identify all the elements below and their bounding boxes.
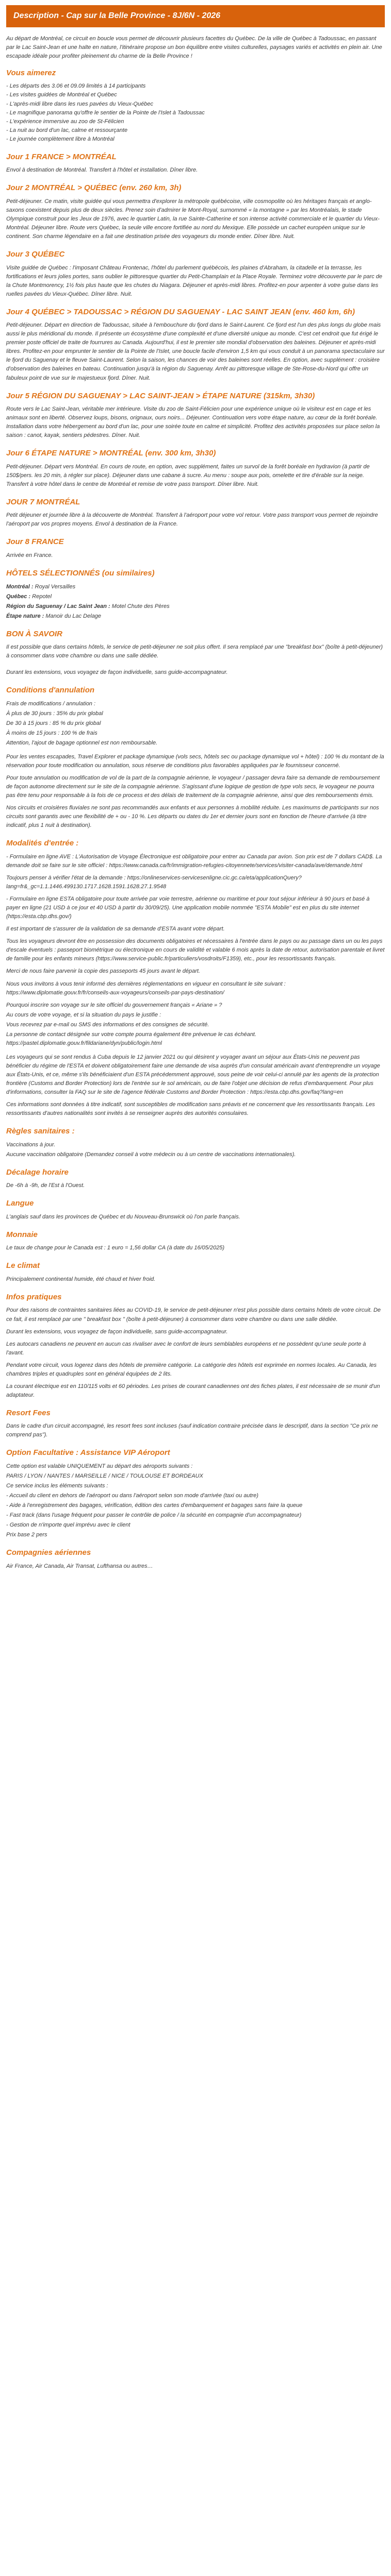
cancellation-line: Frais de modifications / annulation : bbox=[6, 700, 96, 707]
language-text: L'anglais sauf dans les provinces de Québec et du Nouveau-Brunswick où l'on parle français. bbox=[6, 1213, 240, 1220]
highlight-item: - Le magnifique panorama qu'offre le sentier de la Pointe de l'Islet à Tadoussac bbox=[6, 109, 205, 116]
entry-line: Pourquoi inscrire son voyage sur le site officiel du gouvernement français « Ariane » ? bbox=[6, 1002, 222, 1008]
language-section bbox=[0, 1198, 391, 1222]
health-line: Aucune vaccination obligatoire (Demandez conseil à votre médecin ou à un centre de vaccinations internationales). bbox=[6, 1151, 296, 1158]
cancellation-text: Nos circuits et croisières fluviales ne sont pas recommandés aux enfants et aux personnes à mobilité réduite. Les maximums de participants sur nos circuits sont garantis avec une flexibilité de + ou - 10 %. Les départs ou dates du 1er et dernier jours sont en fonction de l'heure d'arrivée (à titre indicatif, plus 1 nuit à destination). bbox=[6, 805, 379, 829]
cancellation-text: Pour toute annulation ou modification de vol de la part de la compagnie aérienne, le voyageur / passager devra faire sa demande de remboursement de façon autonome directement sur le site de la compagnie aérienne. S'agissant d'une logique de gestion de type vols secs, le voyageur ne pourra pas être tenu pour responsable à la fois de ce process et des délais de traitement de la compagnie aérienne, ainsi que des remboursements émis. bbox=[6, 775, 380, 799]
practical-text: Durant les extensions, vous voyagez de façon individuelle, sans guide-accompagnateur. bbox=[6, 1328, 228, 1335]
vip-section bbox=[0, 1448, 391, 1539]
climate-title: Le climat bbox=[6, 1261, 40, 1270]
day-title: JOUR 7 MONTRÉAL bbox=[6, 497, 80, 506]
cancellation-title: Conditions d'annulation bbox=[6, 686, 95, 695]
day-text: Arrivée en France. bbox=[6, 552, 53, 558]
day-title: Jour 8 FRANCE bbox=[6, 537, 64, 547]
highlight-item: - L'après-midi libre dans les rues pavées du Vieux-Québec bbox=[6, 100, 153, 107]
good-to-know-title: BON À SAVOIR bbox=[6, 629, 62, 638]
resort-fees-title: Resort Fees bbox=[6, 1408, 51, 1417]
cancellation-section bbox=[0, 685, 391, 830]
good-to-know-text: Durant les extensions, vous voyagez de façon individuelle, sans guide-accompagnateur. bbox=[6, 669, 228, 676]
hotel-name: Motel Chute des Pères bbox=[111, 603, 170, 609]
hotel-row bbox=[6, 612, 385, 621]
highlights-section bbox=[0, 68, 391, 144]
day-7 bbox=[0, 497, 391, 529]
day-text: Petit déjeuner et journée libre à la découverte de Montréal. Transfert à l'aéroport pour votre vol retour. Votre pass transport vous permet de rejoindre l'aéroport par vos propres moyens. Envol à destination de la France. bbox=[6, 512, 378, 528]
day-text: Visite guidée de Québec : l'imposant Château Frontenac, l'hôtel du parlement québécois, les plaines d'Abraham, la citadelle et la terrasse, les fortifications et leurs jolies portes, sans oublier le pittoresque quartier du Petit-Champlain et la Place Royale. Terminez votre découverte par le parc de la Chute Montmorency, 1½ fois plus haute que les chutes du Niagara. Déjeuner et après-midi libres. Profitez-en pour arpenter à votre guise dans les ruelles pavées du Vieux-Québec. Dîner libre. Nuit. bbox=[6, 264, 383, 297]
entry-title: Modalités d'entrée : bbox=[6, 839, 79, 848]
health-title: Règles sanitaires : bbox=[6, 1127, 75, 1136]
language-title: Langue bbox=[6, 1199, 34, 1208]
currency-title: Monnaie bbox=[6, 1230, 38, 1239]
good-to-know-section bbox=[0, 629, 391, 677]
day-8 bbox=[0, 537, 391, 560]
highlights-list bbox=[6, 82, 385, 143]
vip-line: - Fast track (dans l'usage fréquent pour passer le contrôle de police / la sécurité en compagnie d'un accompagnateur) bbox=[6, 1512, 302, 1519]
vip-line: Ce service inclus les éléments suivants : bbox=[6, 1483, 108, 1489]
good-to-know-text: Il est possible que dans certains hôtels, le service de petit-déjeuner ne soit plus offert. Il sera remplacé par une "breakfast box" (boîte à petit-déjeuner) à consommer dans votre chambre ou dans une salle dédiée. bbox=[6, 644, 383, 659]
entry-text: Toujours penser à vérifier l'état de la demande : https://onlineservices-servicesenligne.cic.gc.ca/eta/applicationQuery?lang=fr&_gc=1.1.1446.499130.1717.1628.1591.1628.27.1.9548 bbox=[6, 875, 302, 890]
day-title: Jour 1 FRANCE > MONTRÉAL bbox=[6, 152, 117, 161]
entry-text: - Formulaire en ligne ESTA obligatoire pour toute arrivée par voie terrestre, aérienne ou maritime et pour tout séjour inférieur à 90 jours et basé à payer en ligne (21 USD à ce jour et 40 USD à partir du 30/09/25). Une application mobile nommée "ESTA Mobile" est en plus du site internet (https://esta.cbp.dhs.gov/) bbox=[6, 896, 370, 920]
day-text: Petit-déjeuner. Ce matin, visite guidée qui vous permettra d'explorer la métropole québécoise, ville cosmopolite où les héritages français et anglo-saxons coexistent depuis plus de deux siècles. Prenez soin d'admirer le Mont-Royal, surnommé « la montagne » par les Montréalais, le stade Olympique construit pour les Jeux de 1976, avec le quartier Latin, la rue Sainte-Catherine et son intense activité commerciale et le quartier du Vieux-Montréal. Déjeuner libre. Route vers Québec, la seule ville encore fortifiée au nord du Mexique. Elle possède un cachet européen unique sur le continent. Son charme légendaire en a fait une destination prisée des voyageurs du monde entier. Dîner libre. Nuit. bbox=[6, 198, 380, 240]
day-title: Jour 5 RÉGION DU SAGUENAY > LAC SAINT-JEAN > ÉTAPE NATURE (315km, 3h30) bbox=[6, 391, 315, 400]
highlight-item: - Les visites guidées de Montréal et Québec bbox=[6, 92, 117, 98]
vip-line: - Aide à l'enregistrement des bagages, vérification, édition des cartes d'embarquement et bagages sans faire la queue bbox=[6, 1502, 303, 1509]
vip-line: Cette option est valable UNIQUEMENT au départ des aéroports suivants : bbox=[6, 1463, 193, 1469]
day-title: Jour 2 MONTRÉAL > QUÉBEC (env. 260 km, 3h) bbox=[6, 183, 182, 193]
currency-section bbox=[0, 1230, 391, 1253]
entry-text: Tous les voyageurs devront être en possession des documents obligatoires et nécessaires à l'entrée dans le pays ou au passage dans un ou les pays d'escale éventuels : passeport biométrique ou électronique en cours de validité et valable 6 mois après la date de retour, autorisation parentale et livret de famille pour les enfants mineurs (https://www.service-public.fr/particuliers/vosdroits/F1359), etc., pour les ressortissants français. bbox=[6, 938, 385, 962]
vip-line: Prix base 2 pers bbox=[6, 1532, 47, 1538]
health-line: Vaccinations à jour. bbox=[6, 1141, 56, 1148]
health-section bbox=[0, 1126, 391, 1159]
highlight-item: - La nuit au bord d'un lac, calme et ressourçante bbox=[6, 127, 128, 133]
airlines-section bbox=[0, 1548, 391, 1571]
highlight-item: - Le journée complètement libre à Montréal bbox=[6, 135, 115, 142]
hotel-name: Royal Versailles bbox=[35, 583, 76, 590]
cancellation-line: De 30 à 15 jours : 85 % du prix global bbox=[6, 720, 101, 726]
practical-text: Les autocars canadiens ne peuvent en aucun cas rivaliser avec le confort de leurs semblables européens et ne possèdent qu'une seule porte à l'avant. bbox=[6, 1341, 366, 1356]
vip-line: - Gestion de n'importe quel imprévu avec le client bbox=[6, 1522, 131, 1529]
vip-line: PARIS / LYON / NANTES / MARSEILLE / NICE / TOULOUSE ET BORDEAUX bbox=[6, 1473, 203, 1480]
cancellation-line: À plus de 30 jours : 35% du prix global bbox=[6, 710, 103, 717]
resort-fees-text: Dans le cadre d'un circuit accompagné, les resort fees sont incluses (sauf indication contraire précisée dans le descriptif, dans la section "Ce prix ne comprend pas"). bbox=[6, 1423, 378, 1438]
hotel-name: Repotel bbox=[32, 593, 52, 600]
entry-text: - Formulaire en ligne AVE : L'Autorisation de Voyage Électronique est obligatoire pour entrer au Canada par avion. Son prix est de 7 dollars CAD$. La demande doit se faire sur le site officiel : https://www.canada.ca/fr/immigration-refugies-citoyennete/services/visiter-canada/ave/demande.html bbox=[6, 853, 382, 869]
page bbox=[0, 5, 391, 1600]
day-text: Route vers le Lac Saint-Jean, véritable mer intérieure. Visite du zoo de Saint-Félicien pour une expérience unique où le visiteur est en cage et les animaux sont en liberté. Observez loups, bisons, orignaux, ours noirs... Déjeuner. Continuation vers votre étape nature, au cœur de la forêt boréale. Installation dans votre hébergement au bord d'un lac, pour une soirée toute en calme et simplicité. Profitez des activités proposées sur place selon la saison : canot, kayak, sentiers pédestres. Dîner. Nuit. bbox=[6, 406, 380, 439]
airlines-text: Air France, Air Canada, Air Transat, Lufthansa ou autres… bbox=[6, 1563, 153, 1569]
climate-text: Principalement continental humide, été chaud et hiver froid. bbox=[6, 1276, 156, 1282]
highlight-item: - L'expérience immersive au zoo de St-Félicien bbox=[6, 118, 124, 125]
hotel-place: Région du Saguenay / Lac Saint Jean : bbox=[6, 603, 110, 609]
day-2 bbox=[0, 183, 391, 241]
vip-line: - Accueil du client en dehors de l'aéroport ou dans l'aéroport selon son mode d'arrivée (taxi ou autre) bbox=[6, 1493, 258, 1499]
timezone-text: De -6h à -9h, de l'Est à l'Ouest. bbox=[6, 1182, 85, 1189]
day-1 bbox=[0, 152, 391, 175]
practical-section bbox=[0, 1292, 391, 1400]
entry-section bbox=[0, 838, 391, 1118]
hotels-title: HÔTELS SÉLECTIONNÉS (ou similaires) bbox=[6, 569, 155, 578]
intro-text: Au départ de Montréal, ce circuit en boucle vous permet de découvrir plusieurs facettes du Québec. De la ville de Québec à Tadoussac, en passant par le Lac Saint-Jean et une halte en nature, l'itinéraire propose un bon équilibre entre visites culturelles, paysages variés et activités en plein air. Une escapade idéale pour profiter pleinement du charme de la Belle Province ! bbox=[6, 35, 382, 59]
practical-text: Pour des raisons de contraintes sanitaires liées au COVID-19, le service de petit-déjeuner n'est plus possible dans certains hôtels de votre circuit. De ce fait, il est remplacé par une " breakfast box " (boîte à petit-déjeuner) à consommer dans votre chambre ou dans une salle dédiée. bbox=[6, 1307, 381, 1323]
day-3 bbox=[0, 249, 391, 299]
cancellation-text: Pour les ventes escapades, Travel Explorer et package dynamique (vols secs, hôtels sec ou package dynamique vol + hôtel) : 100 % du montant de la réservation pour toute modification ou annulation, sous réserve de conditions plus favorables appliquées par le fournisseur concerné. bbox=[6, 754, 384, 769]
day-5 bbox=[0, 391, 391, 440]
hotel-place: Montréal : bbox=[6, 583, 34, 590]
highlights-title: Vous aimerez bbox=[6, 68, 56, 77]
currency-text: Le taux de change pour le Canada est : 1 euro = 1,56 dollar CA (à date du 16/05/2025) bbox=[6, 1245, 225, 1251]
day-title: Jour 3 QUÉBEC bbox=[6, 250, 65, 259]
hotels-section bbox=[0, 568, 391, 621]
entry-line: La personne de contact désignée sur votre compte pourra également être prévenue le cas échéant. https://pastel.diplomatie.gouv.fr/fildariane/dyn/public/login.html bbox=[6, 1031, 256, 1046]
practical-title: Infos pratiques bbox=[6, 1292, 62, 1301]
day-title: Jour 6 ÉTAPE NATURE > MONTRÉAL (env. 300 km, 3h30) bbox=[6, 449, 216, 458]
hotel-row bbox=[6, 602, 385, 611]
day-text: Petit-déjeuner. Départ vers Montréal. En cours de route, en option, avec supplément, faites un survol de la forêt boréale en hydravion (à partir de 150$/pers. les 20 min, à régler sur place). Déjeuner dans une cabane à sucre. Au menu : soupe aux pois, omelette et tire d'érable sur la neige. Transfert à votre hôtel dans le centre de Montréal et remise de votre pass transport. Dîner libre. Nuit. bbox=[6, 463, 370, 487]
page-title-banner bbox=[6, 5, 385, 27]
hotel-place: Étape nature : bbox=[6, 613, 44, 619]
day-text: Envol à destination de Montréal. Transfert à l'hôtel et installation. Dîner libre. bbox=[6, 167, 198, 174]
day-4 bbox=[0, 307, 391, 383]
entry-text: Les voyageurs qui se sont rendus à Cuba depuis le 12 janvier 2021 ou qui désirent y voyager avant un séjour aux États-Unis ne peuvent pas bénéficier du régime de l'ESTA et doivent obligatoirement faire une demande de visa auprès d'un consulat américain avant d'entreprendre un voyage aux États-Unis, et ce, même s'ils bénéficiaient d'un ESTA précédemment approuvé, sous peine de voir celui-ci annulé par les agents de la protection frontière (Customs and Border Protection) lors de l'entrée sur le sol américain, ou de faire l'objet une décision de refus d'embarquement. Pour plus d'informations, consulter la FAQ sur le site de l'agence fédérale Customs and Border Protection : https://esta.cbp.dhs.gov/faq?lang=en bbox=[6, 1054, 380, 1096]
highlight-item: - Les départs des 3.06 et 09.09 limités à 14 participants bbox=[6, 83, 146, 90]
hotel-row bbox=[6, 592, 385, 601]
hotel-row bbox=[6, 583, 385, 591]
resort-fees-section bbox=[0, 1408, 391, 1440]
cancellation-line: Attention, l'ajout de bagage optionnel est non remboursable. bbox=[6, 740, 158, 747]
timezone-section bbox=[0, 1167, 391, 1191]
entry-line: Au cours de votre voyage, et si la situation du pays le justifie : bbox=[6, 1011, 161, 1018]
entry-text: Il est important de s'assurer de la validation de sa demande d'ESTA avant votre départ. bbox=[6, 926, 225, 933]
entry-text: Merci de nous faire parvenir la copie des passeports 45 jours avant le départ. bbox=[6, 968, 201, 975]
day-title: Jour 4 QUÉBEC > TADOUSSAC > RÉGION DU SAGUENAY - LAC SAINT JEAN (env. 460 km, 6h) bbox=[6, 307, 355, 316]
entry-text: Ces informations sont données à titre indicatif, sont susceptibles de modification sans préavis et ne concernent que les ressortissants français. Les ressortissants d'autres nationalités sont invités à se renseigner auprès des autorités consulaires. bbox=[6, 1101, 375, 1117]
entry-text: Nous vous invitons à vous tenir informé des dernières réglementations en vigueur en consultant le site suivant : https://www.diplomatie.gouv.fr/fr/conseils-aux-voyageurs/conseils-par-pays-destination/ bbox=[6, 980, 286, 996]
hotel-name: Manoir du Lac Delage bbox=[45, 613, 102, 619]
cancellation-line: À moins de 15 jours : 100 % de frais bbox=[6, 730, 97, 736]
airlines-title: Compagnies aériennes bbox=[6, 1548, 91, 1557]
day-6 bbox=[0, 448, 391, 489]
page-title: Description - Cap sur la Belle Province - 8J/6N - 2026 bbox=[13, 11, 221, 20]
entry-line: Vous recevrez par e-mail ou SMS des informations et des consignes de sécurité. bbox=[6, 1021, 209, 1028]
hotel-place: Québec : bbox=[6, 593, 31, 600]
climate-section bbox=[0, 1261, 391, 1284]
day-text: Petit-déjeuner. Départ en direction de Tadoussac, située à l'embouchure du fjord dans le Saint-Laurent. Ce fjord est l'un des plus longs du globe mais aussi le plus méridional du monde. Il présente un écosystème d'une complexité et d'une diversité unique au monde. C'est cet endroit que fut érigé le premier poste officiel de traite de fourrures au Canada. Aujourd'hui, il est le premier site mondial d'observation des baleines. Déjeuner et après-midi libres. Profitez-en pour emprunter le sentier de la Pointe de l'Islet, une boucle facile d'environ 1,5 km qui vous conduit à un panorama spectaculaire sur le fjord du Saguenay et le fleuve Saint-Laurent. Selon la saison, les chances de voir des baleines sont réelles. En option, avec supplément : croisière d'observation des baleines en bateau. Continuation jusqu'à la région du Saguenay. Arrêt au pittoresque village de Ste-Rose-du-Nord qui offre un fabuleux point de vue sur le majestueux fjord. Dîner. Nuit. bbox=[6, 322, 385, 381]
vip-title: Option Facultative : Assistance VIP Aéroport bbox=[6, 1448, 170, 1458]
practical-text: La courant électrique est en 110/115 volts et 60 périodes. Les prises de courant canadiennes ont des fiches plates, il est nécessaire de se munir d'un adaptateur. bbox=[6, 1383, 380, 1398]
timezone-title: Décalage horaire bbox=[6, 1167, 69, 1177]
practical-text: Pendant votre circuit, vous logerez dans des hôtels de première catégorie. La catégorie des hôtels est exprimée en normes locales. Au Canada, les chambres triples et quadruples sont en général équipées de 2 lits. bbox=[6, 1362, 377, 1377]
